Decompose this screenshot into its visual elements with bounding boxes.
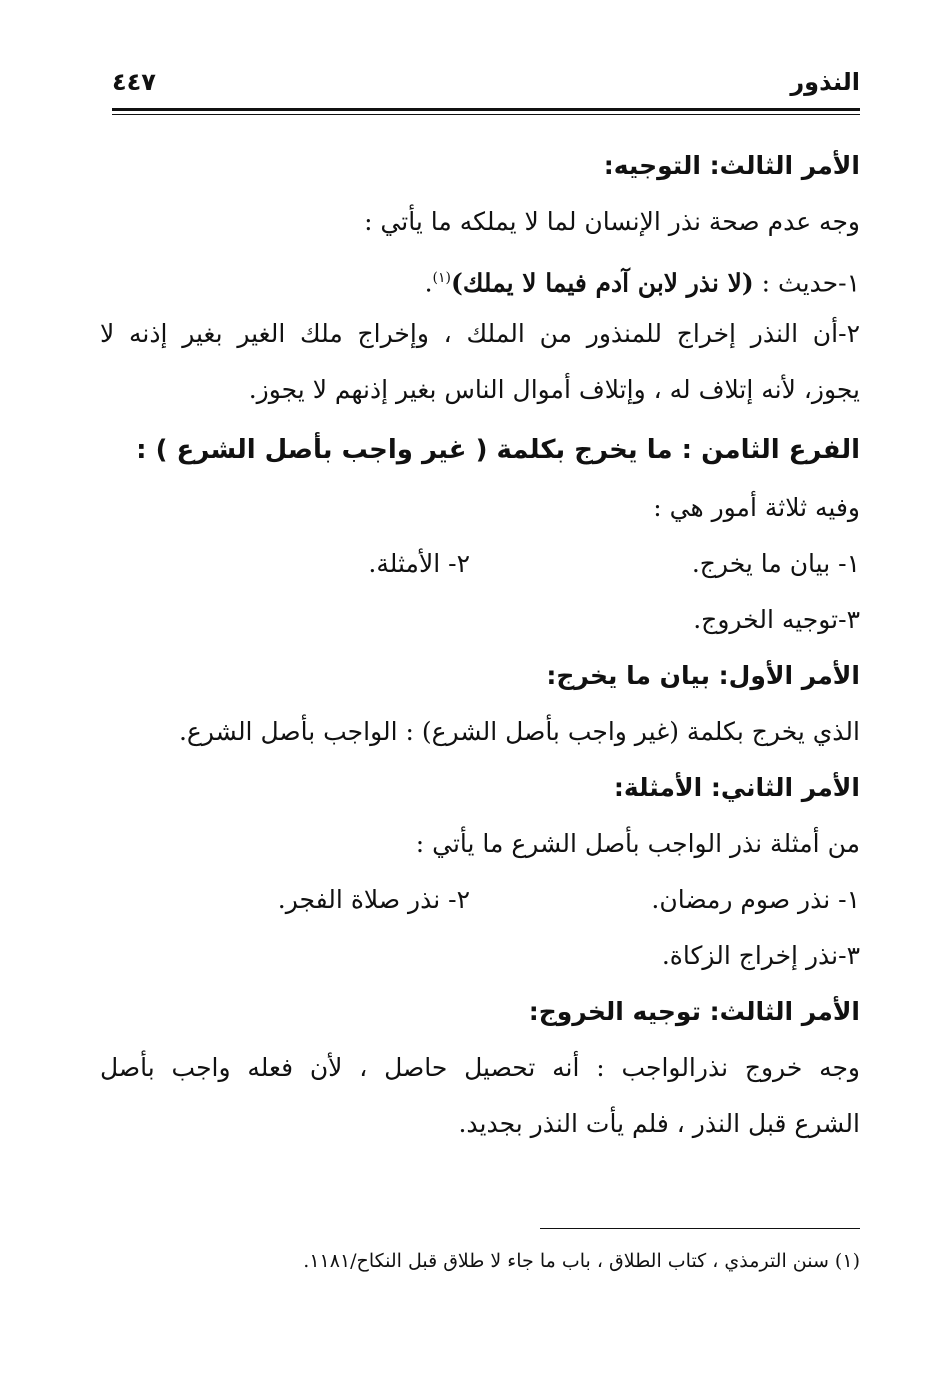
hadith-end: .	[424, 268, 433, 298]
paragraph: من أمثلة نذر الواجب بأصل الشرع ما يأتي :	[415, 829, 860, 858]
branch-heading-eighth: الفرع الثامن : ما يخرج بكلمة ( غير واجب بأصل الشرع ) :	[136, 435, 860, 465]
hadith-line	[425, 258, 860, 303]
section-heading-first: الأمر الأول: بيان ما يخرج:	[546, 661, 860, 690]
paragraph: وجه خروج نذرالواجب : أنه تحصيل حاصل ، لأن فعله واجب بأصل	[100, 1053, 860, 1082]
paragraph: الذي يخرج بكلمة (غير واجب بأصل الشرع) : الواجب بأصل الشرع.	[178, 717, 860, 746]
list-item: ٢- الأمثلة.	[368, 549, 470, 578]
page-number: ٤٤٧	[112, 68, 156, 96]
footnote-marker: (١)	[432, 270, 452, 286]
list-item: ٣-نذر إخراج الزكاة.	[661, 941, 860, 970]
header-rule-thin	[112, 114, 860, 115]
list-item: ١- نذر صوم رمضان.	[651, 885, 860, 914]
list-item: ٢- نذر صلاة الفجر.	[277, 885, 470, 914]
list-item: ١- بيان ما يخرج.	[691, 549, 860, 578]
page-header	[112, 62, 860, 106]
running-title: النذور	[790, 68, 860, 96]
hadith-text: (لا نذر لابن آدم فيما لا يملك)	[451, 268, 754, 298]
hadith-prefix: ١-حديث :	[761, 268, 860, 298]
paragraph: وفيه ثلاثة أمور هي :	[653, 493, 860, 522]
footnote: (١) سنن الترمذي ، كتاب الطلاق ، باب ما جاء لا طلاق قبل النكاح/١١٨١.	[303, 1250, 860, 1272]
header-rule-thick	[112, 108, 860, 111]
paragraph: الشرع قبل النذر ، فلم يأت النذر بجديد.	[458, 1109, 860, 1138]
paragraph: وجه عدم صحة نذر الإنسان لما لا يملكه ما يأتي :	[364, 207, 860, 236]
section-heading-third-guidance: الأمر الثالث: التوجيه:	[603, 151, 860, 180]
list-row	[100, 544, 860, 584]
section-heading-third-exit: الأمر الثالث: توجيه الخروج:	[528, 997, 860, 1026]
list-item: ٣-توجيه الخروج.	[693, 605, 860, 634]
footnote-separator	[540, 1228, 860, 1229]
paragraph: ٢-أن النذر إخراج للمنذور من الملك ، وإخراج ملك الغير بغير إذنه لا	[100, 319, 860, 348]
section-heading-second: الأمر الثاني: الأمثلة:	[613, 773, 860, 802]
list-row	[100, 880, 860, 920]
paragraph: يجوز، لأنه إتلاف له ، وإتلاف أموال الناس بغير إذنهم لا يجوز.	[248, 375, 860, 404]
